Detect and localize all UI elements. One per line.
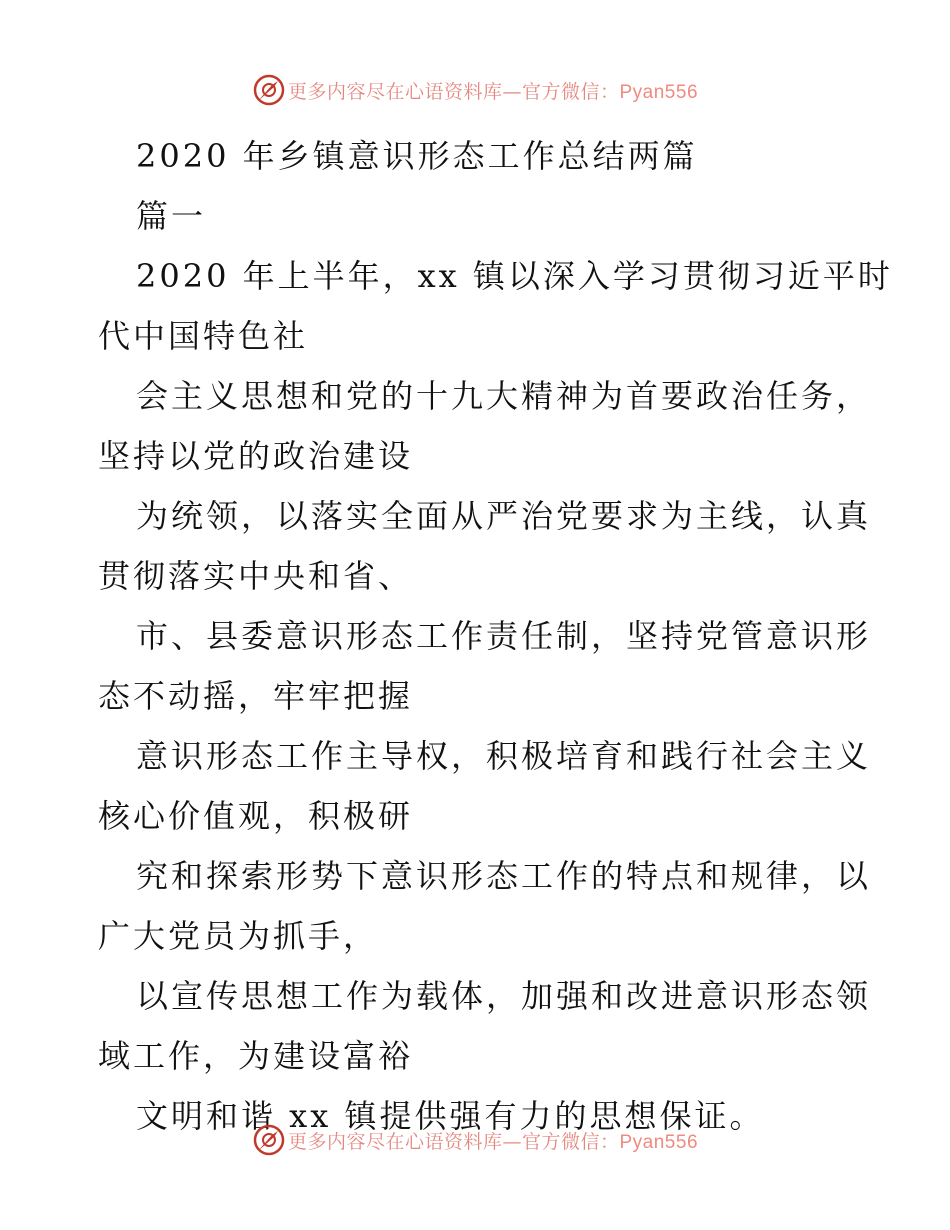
paragraph-line: 市、县委意识形态工作责任制，坚持党管意识形 <box>136 617 872 655</box>
paragraph-line: 文明和谐 xx 镇提供强有力的思想保证。 <box>136 1097 765 1135</box>
banner-text: 更多内容尽在心语资料库—官方微信：Pyan556 <box>287 1130 699 1153</box>
header-watermark-banner <box>0 70 950 110</box>
paragraph-line: 究和探索形势下意识形态工作的特点和规律，以 <box>136 857 872 895</box>
footer-watermark-banner <box>0 1120 950 1160</box>
paragraph-line: 代中国特色社 <box>98 317 309 355</box>
paragraph-line: 贯彻落实中央和省、 <box>98 557 414 595</box>
document-title: 2020 年乡镇意识形态工作总结两篇 <box>136 137 698 175</box>
document-body <box>98 126 893 1146</box>
paragraph-line: 核心价值观，积极研 <box>98 797 414 835</box>
paragraph-line: 会主义思想和党的十九大精神为首要政治任务， <box>136 377 872 415</box>
paragraph-line: 态不动摇，牢牢把握 <box>98 677 414 715</box>
paragraph-line: 广大党员为抓手， <box>98 917 379 955</box>
paragraph-line: 意识形态工作主导权，积极培育和践行社会主义 <box>136 737 872 775</box>
pen-logo-icon <box>252 73 286 107</box>
paragraph-line: 域工作，为建设富裕 <box>98 1037 414 1075</box>
paragraph-line: 坚持以党的政治建设 <box>98 437 414 475</box>
banner-text: 更多内容尽在心语资料库—官方微信：Pyan556 <box>287 80 699 103</box>
paragraph-line: 2020 年上半年，xx 镇以深入学习贯彻习近平时 <box>136 257 893 295</box>
pen-logo-icon <box>252 1123 286 1157</box>
paragraph-line: 以宣传思想工作为载体，加强和改进意识形态领 <box>136 977 872 1015</box>
paragraph-line: 为统领，以落实全面从严治党要求为主线，认真 <box>136 497 872 535</box>
section-heading: 篇一 <box>136 197 207 235</box>
